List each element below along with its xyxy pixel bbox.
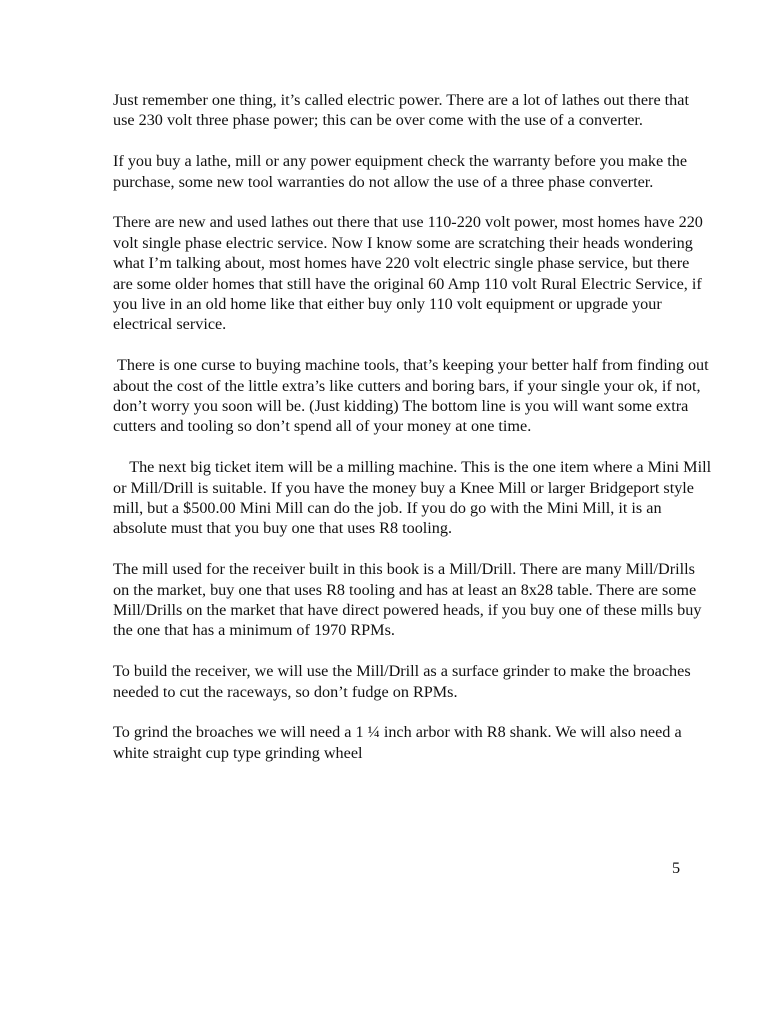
paragraph-tooling-cost: There is one curse to buying machine tools, that’s keeping your better half from finding out about the cost of the little extra’s like cutters and boring bars, if your single your ok, if not, don’t worry you soon will be. (Just kidding) The bottom line is you will want some extra cutters and tooling so don’t spend all of your money at one time. <box>113 356 713 436</box>
paragraph-mill-drill: The mill used for the receiver built in this book is a Mill/Drill. There are many Mill/Drills on the market, buy one that uses R8 tooling and has at least an 8x28 table. There are some Mill/Drills on the market that have direct powered heads, if you buy one of these mills buy the one that has a minimum of 1970 RPMs. <box>113 560 706 640</box>
paragraph-grind-broaches: To grind the broaches we will need a 1 ¼ inch arbor with R8 shank. We will also need a white straight cup type grinding wheel <box>113 723 686 762</box>
page-number: 5 <box>672 859 681 877</box>
paragraph-single-phase: There are new and used lathes out there that use 110-220 volt power, most homes have 220 volt single phase electric service. Now I know some are scratching their heads wondering what I’m talking about, most homes have 220 volt electric single phase service, but there are some older homes that still have the original 60 Amp 110 volt Rural Electric Service, if you live in an old home like that either buy only 110 volt equipment or upgrade your electrical service. <box>113 213 707 334</box>
paragraph-electric-power: Just remember one thing, it’s called electric power. There are a lot of lathes out there that use 230 volt three phase power; this can be over come with the use of a converter. <box>113 91 693 130</box>
body-text <box>113 90 716 784</box>
paragraph-warranty: If you buy a lathe, mill or any power equipment check the warranty before you make the purchase, some new tool warranties do not allow the use of a three phase converter. <box>113 152 692 191</box>
paragraph-surface-grinder: To build the receiver, we will use the Mill/Drill as a surface grinder to make the broaches needed to cut the raceways, so don’t fudge on RPMs. <box>113 662 695 701</box>
paragraph-milling-machine: The next big ticket item will be a milling machine. This is the one item where a Mini Mill or Mill/Drill is suitable. If you have the money buy a Knee Mill or larger Bridgeport style mill, but a $500.00 Mini Mill can do the job. If you do go with the Mini Mill, it is an absolute must that you buy one that uses R8 tooling. <box>113 458 716 538</box>
